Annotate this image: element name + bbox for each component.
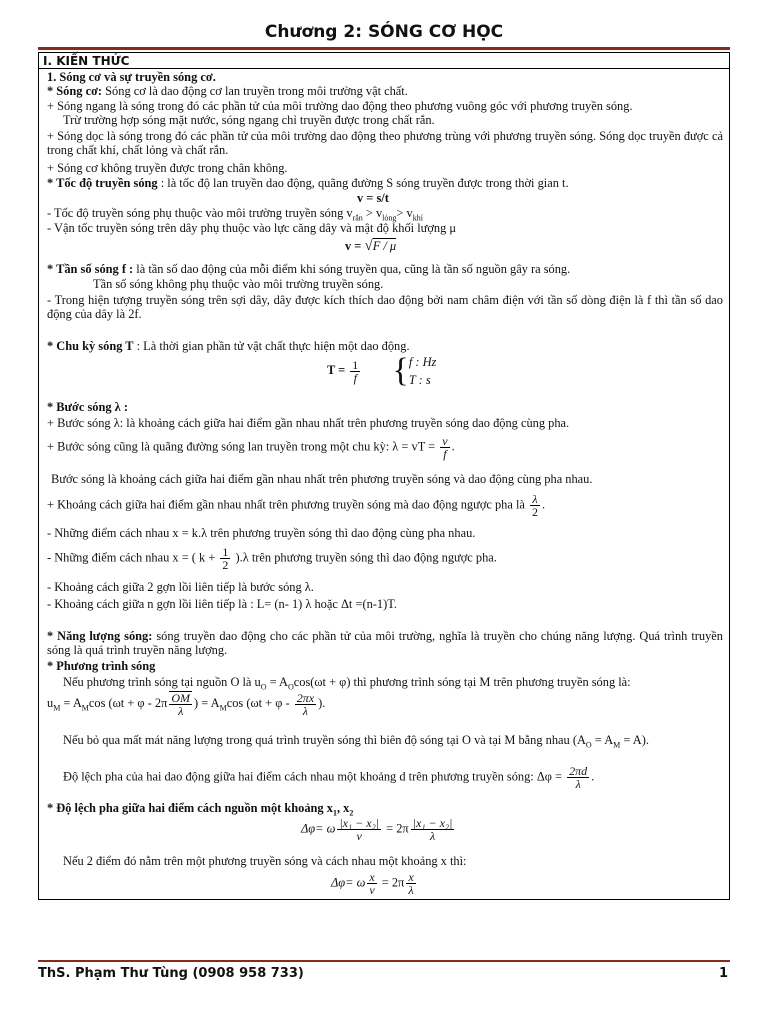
bs-8: - Khoảng cách giữa n gợn lồi liên tiếp là : L= (n- 1) λ hoặc Δt =(n-1)T. bbox=[47, 597, 397, 611]
tan-so-2: Tần số sóng không phụ thuộc vào môi trường truyền sóng. bbox=[93, 277, 384, 291]
pt-1: Nếu phương trình sóng tại nguồn O là $u_O = A_O\cos(\omega t + \varphi)$ thì phương trình sóng tại M trên phương truyền sóng là: bbox=[63, 675, 631, 692]
bs-3: Bước sóng là khoảng cách giữa hai điểm gần nhau nhất trên phương truyền sóng và dao động cùng pha nhau. bbox=[51, 472, 593, 486]
section-heading: I. KIẾN THỨC bbox=[39, 53, 729, 69]
do-lech-pha: Độ lệch pha của hai dao động giữa hai điểm cách nhau một khoảng d trên phương truyền sóng: Δφ = $\frac{2\pi d}{\lambda}$ . bbox=[63, 764, 595, 791]
v-day-formula: v = √F / μ bbox=[345, 238, 397, 254]
bs-7: - Khoảng cách giữa 2 gợn lồi liên tiếp là bước sóng λ. bbox=[47, 580, 314, 594]
do-lech-heading: * Độ lệch pha giữa hai điểm cách nguồn một khoảng $x_1$, $x_2$ bbox=[47, 801, 354, 818]
content-box bbox=[38, 52, 730, 900]
cung-phuong-formula: Δφ= ω $\frac{x}{v}$ = 2π $\frac{x}{\lambda}$ bbox=[331, 870, 414, 897]
cung-phuong: Nếu 2 điểm đó nằm trên một phương truyền sóng và cách nhau một khoảng x thì: bbox=[63, 854, 467, 868]
phu-thuoc-1: - Tốc độ truyền sóng phụ thuộc vào môi trường truyền sóng $v_{rắn} > v_{lỏng}> v_{khí}$ bbox=[47, 206, 423, 223]
page-number: 1 bbox=[718, 966, 728, 981]
bs-6: - Những điểm cách nhau x = ( k + $\frac{1}{2}$ ).λ trên phương truyền sóng thì dao động ngược pha. bbox=[47, 545, 497, 572]
title-rule bbox=[38, 47, 730, 50]
phuong-trinh-heading: * Phương trình sóng bbox=[47, 659, 156, 673]
song-doc: + Sóng dọc là sóng trong đó các phần tử của môi trường dao động theo phương trùng với phương truyền sóng. Sóng dọc truyền được cả trong chất khí, chất lỏng và chất rắn. bbox=[47, 129, 723, 157]
nang-luong: * Năng lượng sóng: sóng truyền dao động cho các phần tử của môi trường, nghĩa là truyền cho chúng năng lượng. Quá trình truyền sóng là quá trình truyền năng lượng. bbox=[47, 629, 723, 657]
pt-2: $u_M = A_M\cos$ (ωt + φ - 2π $\frac{OM}{\lambda}$ ) = $A_M\cos$ (ωt + φ - $\frac{2\pi x}{\lambda}$ ). bbox=[47, 690, 326, 718]
bs-5: - Những điểm cách nhau x = k.λ trên phương truyền sóng thì dao động cùng pha nhau. bbox=[47, 526, 476, 540]
v-formula: v = s/t bbox=[357, 191, 389, 205]
nam-cham: - Trong hiện tượng truyền sóng trên sợi dây, dây được kích thích dao động bởi nam châm điện với tần số dòng điện là f thì tần số dao động của dây là 2f. bbox=[47, 293, 723, 321]
chu-ky: * Chu kỳ sóng T : Là thời gian phần tử vật chất thực hiện một dao động. bbox=[47, 339, 410, 353]
footer-rule bbox=[38, 960, 730, 962]
chan-khong: + Sóng cơ không truyền được trong chân không. bbox=[47, 161, 288, 175]
page-title: Chương 2: SÓNG CƠ HỌC bbox=[264, 22, 504, 42]
phu-thuoc-2: - Vận tốc truyền sóng trên dây phụ thuộc vào lực căng dây và mật độ khối lượng μ bbox=[47, 221, 457, 235]
heading-1: 1. Sóng cơ và sự truyền sóng cơ. bbox=[47, 70, 216, 84]
tan-so: * Tần số sóng f : là tần số dao động của mỗi điểm khi sóng truyền qua, cũng là tần số nguồn gây ra sóng. bbox=[47, 262, 571, 276]
bs-4: + Khoảng cách giữa hai điểm gần nhau nhất trên phương truyền sóng mà dao động ngược pha là $\frac{\lambda}{2}$ . bbox=[47, 492, 546, 519]
buoc-song-heading: * Bước sóng λ : bbox=[47, 400, 128, 414]
toc-do: * Tốc độ truyền sóng : là tốc độ lan truyền dao động, quãng đường S sóng truyền được trong thời gian t. bbox=[47, 176, 569, 190]
song-ngang: + Sóng ngang là sóng trong đó các phần tử của môi trường dao động theo phương vuông góc với phương truyền sóng. bbox=[47, 99, 633, 113]
pt-3: Nếu bỏ qua mất mát năng lượng trong quá trình truyền sóng thì biên độ sóng tại O và tại M bằng nhau $(A_O = A_M = A)$. bbox=[63, 733, 649, 750]
song-ngang-2: Trừ trường hợp sóng mặt nước, sóng ngang chỉ truyền được trong chất rắn. bbox=[63, 113, 435, 127]
song-co: * Sóng cơ: Sóng cơ là dao động cơ lan truyền trong môi trường vật chất. bbox=[47, 84, 408, 98]
bs-2: + Bước sóng cũng là quãng đường sóng lan truyền trong một chu kỳ: λ = vT = $\frac{v}{f}$ . bbox=[47, 434, 455, 461]
do-lech-formula: Δφ= ω $\frac{\text{|x₁ − x₂|}}{v}$ = 2π $\frac{\text{|x₁ − x₂|}}{\lambda}$ bbox=[301, 816, 453, 843]
bs-1: + Bước sóng λ: là khoảng cách giữa hai điểm gần nhau nhất trên phương truyền sóng dao động cùng pha. bbox=[47, 416, 570, 430]
chu-ky-formula: T = $\frac{1}{f}$ { f : Hz T : s bbox=[327, 352, 437, 389]
footer-author: ThS. Phạm Thư Tùng (0908 958 733) bbox=[38, 966, 304, 981]
